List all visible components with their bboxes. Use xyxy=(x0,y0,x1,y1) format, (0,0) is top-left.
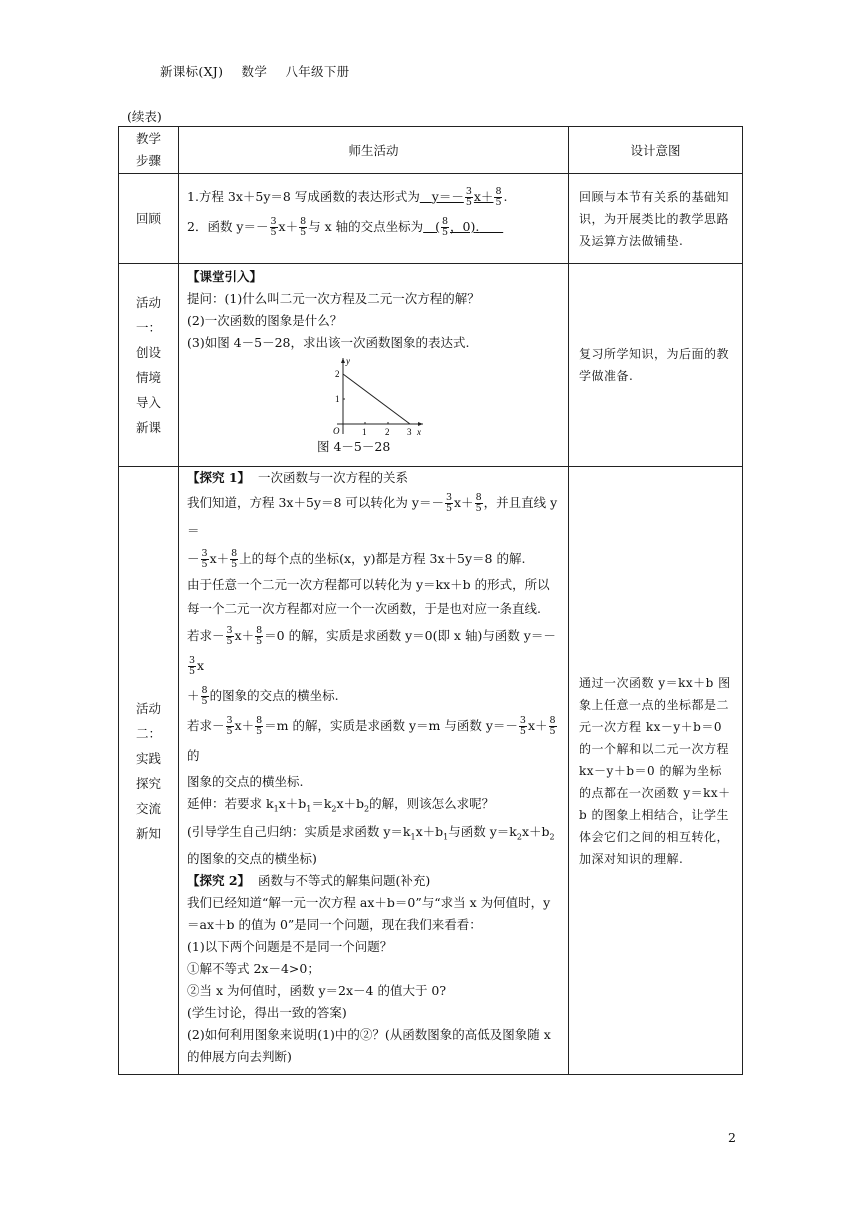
review-q1-answer: y＝－ $\frac{3}{5}$ x＋ $\frac{8}{5}$ xyxy=(431,186,502,208)
explore2-p8: (1)以下两个问题是不是同一个问题？ xyxy=(187,939,393,954)
x-tick-label-2: 2 xyxy=(385,427,390,436)
origin-label: O xyxy=(333,426,340,436)
explore2-p9: ①解不等式 2x－4>0； xyxy=(187,961,320,976)
activity1-row xyxy=(119,264,743,467)
explore2-heading: 【探究 2】 函数与不等式的解集问题(补充) xyxy=(187,873,431,888)
explore1-p3: 若求－ $\frac{3}{5}$ x＋ $\frac{8}{5}$ ＝0 的解，实质是求函数 y＝0(即 x 轴)与函数 y＝－ $\frac{3}{5}$ x ＋ $\frac{8}{5}$ 的图象的交点的横坐标. xyxy=(187,625,556,707)
explore1-p1: 我们知道，方程 3x＋5y＝8 可以转化为 y＝－ $\frac{3}{5}$ x＋ $\frac{8}{5}$ ，并且直线 y＝ － $\frac{3}{5}$ x＋ $\frac{8}{5}$ 上的每个点的坐标(x，y)都是方程 3x＋5y＝8 的解. xyxy=(187,492,558,570)
activity1-content xyxy=(179,264,569,467)
activity1-line-3: (3)如图 4－5－28，求出该一次函数图象的表达式. xyxy=(187,335,470,350)
review-q2: 2．函数 y＝－ $\frac{3}{5}$ x＋ $\frac{8}{5}$ 与 x 轴的交点坐标为 ( $\frac{8}{5}$ ，0). xyxy=(187,212,560,242)
step-activity2: 活动二：实践探究交流新知 xyxy=(119,467,179,1075)
lesson-table xyxy=(118,126,743,1075)
page-header xyxy=(160,62,363,80)
step-activity1: 活动一：创设情境导入新课 xyxy=(119,264,179,467)
review-q2-answer: ( $\frac{8}{5}$ ，0). xyxy=(435,216,480,238)
step-review: 回顾 xyxy=(119,174,179,264)
activity1-title: 【课堂引入】 xyxy=(187,269,263,284)
x-tick-label-3: 3 xyxy=(407,427,412,436)
explore1-p2: 由于任意一个二元一次方程都可以转化为 y＝kx＋b 的形式，所以每一个二元一次方程都对应一个一次函数，于是也对应一条直线. xyxy=(187,577,550,616)
y-tick-label-2: 2 xyxy=(335,369,340,379)
explore2-p12: (2)如何利用图象来说明(1)中的②？(从函数图象的高低及图象随 x 的伸展方向去判断) xyxy=(187,1027,551,1064)
explore1-p4-cont: 图象的交点的横坐标. xyxy=(187,774,304,789)
function-line xyxy=(343,374,410,424)
table-header-row xyxy=(119,127,743,174)
activity1-line-1: 提问：(1)什么叫二元一次方程及二元一次方程的解？ xyxy=(187,291,480,306)
linear-function-graph xyxy=(327,356,427,436)
header-step: 教学步骤 xyxy=(119,127,179,174)
activity2-row xyxy=(119,467,743,1075)
x-tick-label-1: 1 xyxy=(362,427,367,436)
explore1-p5: 延伸：若要求 $k_1x+b_1=k_2x+b_2$的解，则该怎么求呢？ xyxy=(187,796,495,814)
explore1-p4: 若求－ $\frac{3}{5}$ x＋ $\frac{8}{5}$ ＝m 的解，实质是求函数 y＝m 与函数 y＝－ $\frac{3}{5}$ x＋ $\frac{8}{5}$ 的 xyxy=(187,715,556,763)
intent-review: 回顾与本节有关系的基础知识，为开展类比的教学思路及运算方法做铺垫. xyxy=(569,174,743,264)
review-q1: 1.方程 3x＋5y＝8 写成函数的表达形式为 y＝－ $\frac{3}{5}$ x＋ $\frac{8}{5}$ . xyxy=(187,186,508,208)
header-series: 新课标(XJ) xyxy=(160,64,224,79)
review-row xyxy=(119,174,743,264)
header-subject: 数学 xyxy=(241,64,268,79)
intent-activity1: 复习所学知识，为后面的教学做准备. xyxy=(569,264,743,467)
explore2-p11: (学生讨论，得出一致的答案) xyxy=(187,1005,347,1020)
explore1-p6: (引导学生自己归纳：实质是求函数 $y=k_1x+b_1$与函数 $y=k_2x+b_2$ 的图象的交点的横坐标) xyxy=(187,823,555,866)
review-activity xyxy=(179,174,569,264)
header-grade: 八年级下册 xyxy=(285,64,350,79)
explore2-p7: 我们已经知道“解一元一次方程 ax＋b＝0”与“求当 x 为何值时，y＝ax＋b 的值为 0”是同一个问题，现在我们来看看： xyxy=(187,895,551,932)
header-intent: 设计意图 xyxy=(569,127,743,174)
activity1-line-2: (2)一次函数的图象是什么？ xyxy=(187,313,343,328)
graph-caption: 图 4－5－28 xyxy=(317,439,391,454)
activity2-content xyxy=(179,467,569,1075)
intent-activity2: 通过一次函数 y＝kx＋b 图象上任意一点的坐标都是二元一次方程 kx－y＋b＝0 的一个解和以二元一次方程 kx－y＋b＝0 的解为坐标的点都在一次函数 y＝kx＋b 的图象上相结合，让学生体会它们之间的相互转化，加深对知识的理解. xyxy=(569,467,743,1075)
continued-label: (续表) xyxy=(127,109,162,124)
y-axis-label: y xyxy=(346,356,350,366)
y-tick-label-1: 1 xyxy=(335,394,340,404)
explore1-heading: 【探究 1】 一次函数与一次方程的关系 xyxy=(187,470,409,485)
page-number: 2 xyxy=(728,1130,736,1145)
header-activity: 师生活动 xyxy=(179,127,569,174)
explore2-p10: ②当 x 为何值时，函数 y＝2x－4 的值大于 0? xyxy=(187,983,447,998)
x-axis-label: x xyxy=(417,427,421,436)
